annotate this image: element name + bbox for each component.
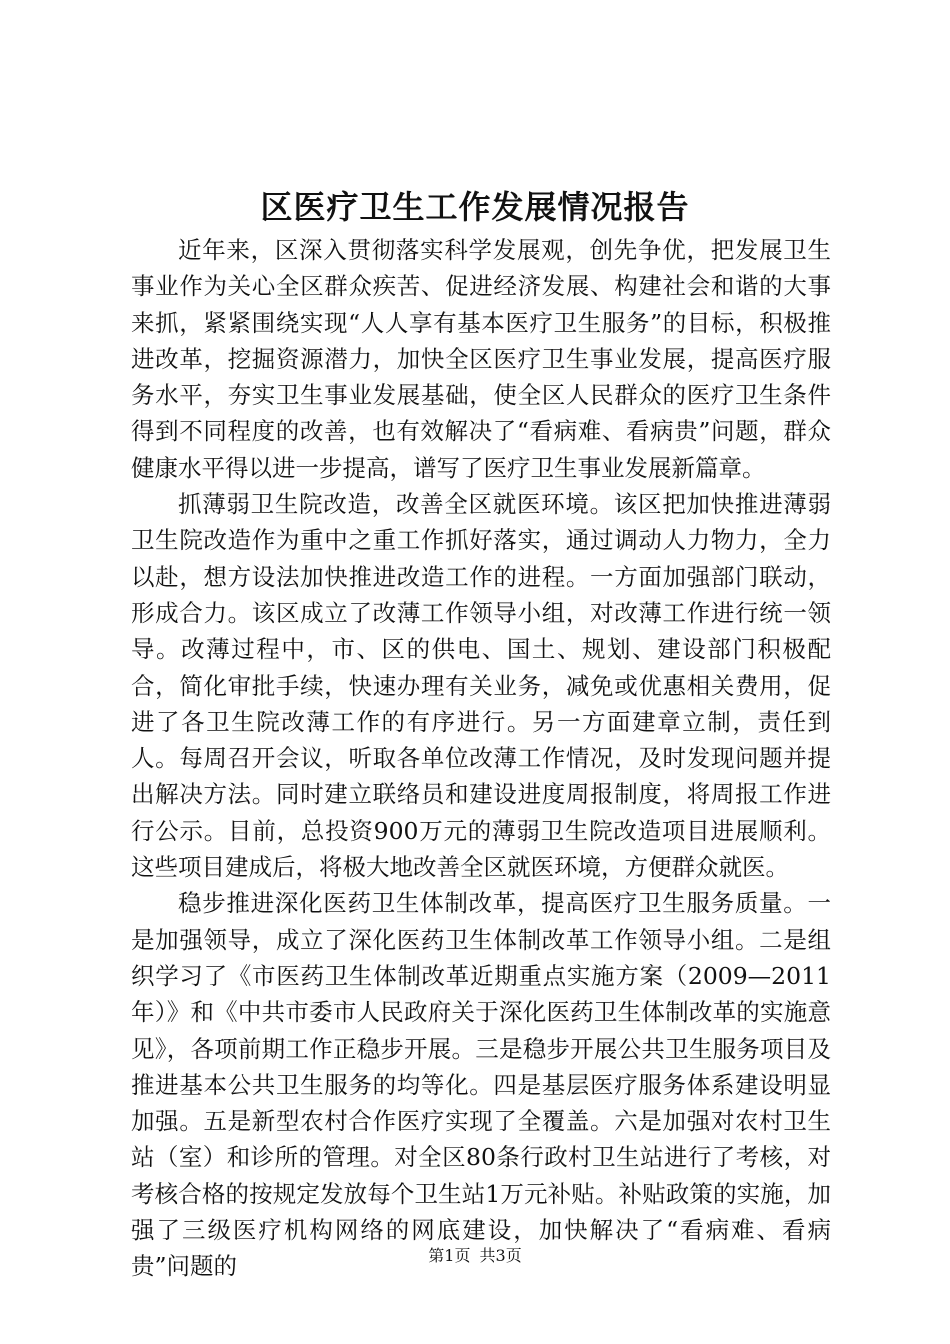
page-footer bbox=[0, 1245, 950, 1267]
page-number: 第1页 bbox=[428, 1246, 471, 1265]
paragraph-health-reform: 稳步推进深化医药卫生体制改革，提高医疗卫生服务质量。一是加强领导，成立了深化医药卫生体制改革工作领导小组。二是组织学习了《市医药卫生体制改革近期重点实施方案（2009—2011年）》和《中共市委市人民政府关于深化医药卫生体制改革的实施意见》，各项前期工作正稳步开展。三是稳步开展公共卫生服务项目及推进基本公共卫生服务的均等化。四是基层医疗服务体系建设明显加强。五是新型农村合作医疗实现了全覆盖。六是加强对农村卫生站（室）和诊所的管理。对全区80条行政村卫生站进行了考核，对考核合格的按规定发放每个卫生站1万元补贴。补贴政策的实施，加强了三级医疗机构网络的网底建设，加快解决了“看病难、看病贵”问题的 bbox=[131, 889, 831, 1281]
paragraph-hospital-renovation: 抓薄弱卫生院改造，改善全区就医环境。该区把加快推进薄弱卫生院改造作为重中之重工作抓好落实，通过调动人力物力，全力以赴，想方设法加快推进改造工作的进程。一方面加强部门联动，形成合力。该区成立了改薄工作领导小组，对改薄工作进行统一领导。改薄过程中，市、区的供电、国土、规划、建设部门积极配合，简化审批手续，快速办理有关业务，减免或优惠相关费用，促进了各卫生院改薄工作的有序进行。另一方面建章立制，责任到人。每周召开会议，听取各单位改薄工作情况，及时发现问题并提出解决方法。同时建立联络员和建设进度周报制度，将周报工作进行公示。目前，总投资900万元的薄弱卫生院改造项目进展顺利。这些项目建成后，将极大地改善全区就医环境，方便群众就医。 bbox=[131, 490, 831, 882]
document-body bbox=[131, 232, 831, 1285]
document-title: 区医疗卫生工作发展情况报告 bbox=[260, 188, 690, 226]
page-total: 共3页 bbox=[479, 1246, 522, 1265]
paragraph-intro: 近年来，区深入贯彻落实科学发展观，创先争优，把发展卫生事业作为关心全区群众疾苦、促进经济发展、构建社会和谐的大事来抓，紧紧围绕实现“人人享有基本医疗卫生服务”的目标，积极推进改革，挖掘资源潜力，加快全区医疗卫生事业发展，提高医疗服务水平，夯实卫生事业发展基础，使全区人民群众的医疗卫生条件得到不同程度的改善，也有效解决了“看病难、看病贵”问题，群众健康水平得以进一步提高，谱写了医疗卫生事业发展新篇章。 bbox=[131, 236, 831, 482]
